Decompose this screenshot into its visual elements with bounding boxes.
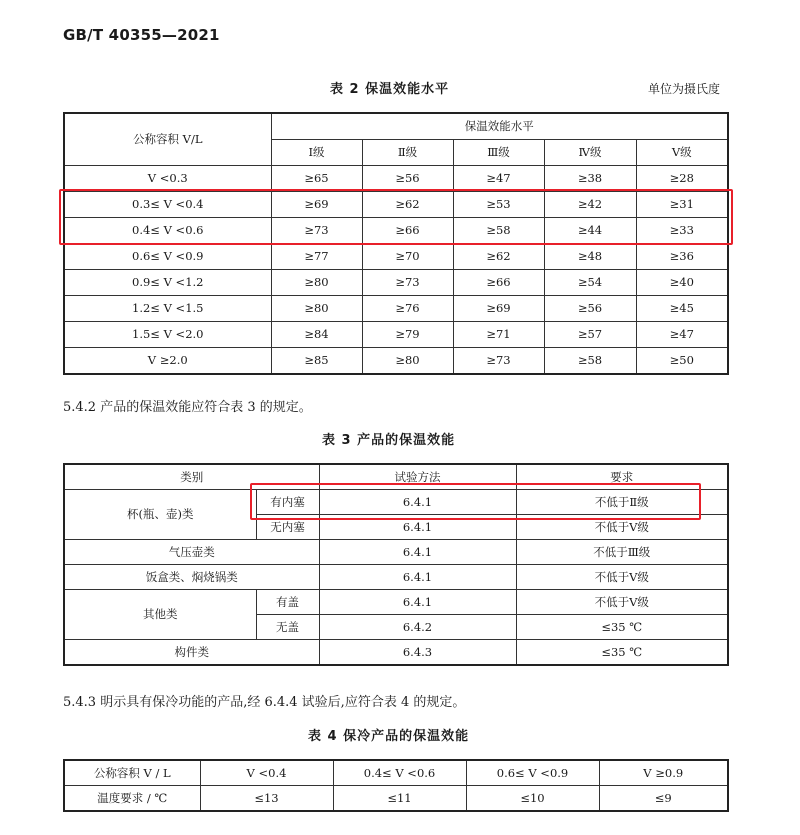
table-row [64,166,728,192]
temp-cell: ≤13 [200,786,333,812]
table2-level-2: Ⅱ级 [362,140,453,166]
temp-cell: ≤10 [466,786,599,812]
value-cell: ≥56 [362,166,453,192]
requirement-cell: 不低于Ⅴ级 [516,565,728,590]
subcategory-no-lid: 无盖 [256,615,319,640]
value-cell: ≥48 [544,244,636,270]
category-parts: 构件类 [64,640,319,666]
value-cell: ≥71 [453,322,544,348]
value-cell: ≥77 [271,244,362,270]
value-cell: ≥76 [362,296,453,322]
value-cell: ≥42 [544,192,636,218]
category-lunchbox: 饭盒类、焖烧锅类 [64,565,319,590]
volume-cell: 0.4≤ V <0.6 [64,218,271,244]
value-cell: ≥79 [362,322,453,348]
value-cell: ≥40 [636,270,728,296]
category-others: 其他类 [64,590,256,640]
volume-cell: V ≥0.9 [599,760,728,786]
method-cell: 6.4.1 [319,565,516,590]
table-row [64,540,728,565]
table3 [63,463,729,666]
requirement-cell: ≤35 ℃ [516,615,728,640]
value-cell: ≥47 [453,166,544,192]
volume-cell: 1.5≤ V <2.0 [64,322,271,348]
table2-level-1: Ⅰ级 [271,140,362,166]
table4-row1-label: 公称容积 V / L [64,760,200,786]
value-cell: ≥84 [271,322,362,348]
value-cell: ≥33 [636,218,728,244]
value-cell: ≥73 [271,218,362,244]
subcategory-with-stopper: 有内塞 [256,490,319,515]
table3-header-requirement: 要求 [516,464,728,490]
table-row [64,296,728,322]
value-cell: ≥66 [362,218,453,244]
volume-cell: 0.6≤ V <0.9 [64,244,271,270]
requirement-cell: 不低于Ⅱ级 [516,490,728,515]
value-cell: ≥70 [362,244,453,270]
table-row [64,192,728,218]
subcategory-with-lid: 有盖 [256,590,319,615]
clause-5-4-3: 5.4.3 明示具有保冷功能的产品,经 6.4.4 试验后,应符合表 4 的规定。 [63,695,466,710]
table2 [63,112,729,375]
volume-cell: 0.9≤ V <1.2 [64,270,271,296]
volume-cell: 0.6≤ V <0.9 [466,760,599,786]
value-cell: ≥57 [544,322,636,348]
value-cell: ≥53 [453,192,544,218]
value-cell: ≥47 [636,322,728,348]
value-cell: ≥50 [636,348,728,375]
value-cell: ≥73 [453,348,544,375]
value-cell: ≥31 [636,192,728,218]
table-row [64,322,728,348]
table-row [64,786,728,812]
volume-cell: V ≥2.0 [64,348,271,375]
requirement-cell: 不低于Ⅴ级 [516,515,728,540]
volume-cell: 0.4≤ V <0.6 [333,760,466,786]
value-cell: ≥44 [544,218,636,244]
value-cell: ≥36 [636,244,728,270]
volume-cell: 1.2≤ V <1.5 [64,296,271,322]
value-cell: ≥45 [636,296,728,322]
table2-unit: 单位为摄氏度 [648,82,721,96]
value-cell: ≥62 [362,192,453,218]
value-cell: ≥56 [544,296,636,322]
table2-col-header: 公称容积 V/L [64,113,271,166]
table-row [64,218,728,244]
value-cell: ≥73 [362,270,453,296]
value-cell: ≥65 [271,166,362,192]
value-cell: ≥85 [271,348,362,375]
method-cell: 6.4.3 [319,640,516,666]
clause-5-4-2: 5.4.2 产品的保温效能应符合表 3 的规定。 [63,400,312,415]
method-cell: 6.4.1 [319,590,516,615]
value-cell: ≥54 [544,270,636,296]
requirement-cell: ≤35 ℃ [516,640,728,666]
table-row [64,640,728,666]
value-cell: ≥69 [453,296,544,322]
value-cell: ≥80 [271,270,362,296]
category-cup: 杯(瓶、壶)类 [64,490,256,540]
method-cell: 6.4.1 [319,540,516,565]
table2-caption: 表 2 保温效能水平 [330,82,450,97]
value-cell: ≥28 [636,166,728,192]
table4-row2-label: 温度要求 / ℃ [64,786,200,812]
table2-level-3: Ⅲ级 [453,140,544,166]
category-air-pot: 气压壶类 [64,540,319,565]
table3-header-method: 试验方法 [319,464,516,490]
value-cell: ≥62 [453,244,544,270]
table-row [64,490,728,515]
value-cell: ≥38 [544,166,636,192]
requirement-cell: 不低于Ⅴ级 [516,590,728,615]
table4 [63,759,729,812]
temp-cell: ≤11 [333,786,466,812]
table-row [64,590,728,615]
table-row [64,270,728,296]
table3-header-category: 类别 [64,464,319,490]
method-cell: 6.4.1 [319,515,516,540]
value-cell: ≥80 [362,348,453,375]
value-cell: ≥58 [544,348,636,375]
volume-cell: 0.3≤ V <0.4 [64,192,271,218]
value-cell: ≥66 [453,270,544,296]
volume-cell: V <0.3 [64,166,271,192]
value-cell: ≥58 [453,218,544,244]
standard-code: GB/T 40355—2021 [63,26,220,44]
subcategory-no-stopper: 无内塞 [256,515,319,540]
table4-caption: 表 4 保冷产品的保温效能 [308,729,470,744]
method-cell: 6.4.2 [319,615,516,640]
value-cell: ≥80 [271,296,362,322]
table-row [64,565,728,590]
table-row [64,348,728,375]
table-row [64,760,728,786]
value-cell: ≥69 [271,192,362,218]
requirement-cell: 不低于Ⅲ级 [516,540,728,565]
table3-caption: 表 3 产品的保温效能 [322,433,456,448]
table2-level-4: Ⅳ级 [544,140,636,166]
table2-level-5: Ⅴ级 [636,140,728,166]
volume-cell: V <0.4 [200,760,333,786]
table2-group-header: 保温效能水平 [271,113,728,140]
temp-cell: ≤9 [599,786,728,812]
table-row [64,244,728,270]
method-cell: 6.4.1 [319,490,516,515]
